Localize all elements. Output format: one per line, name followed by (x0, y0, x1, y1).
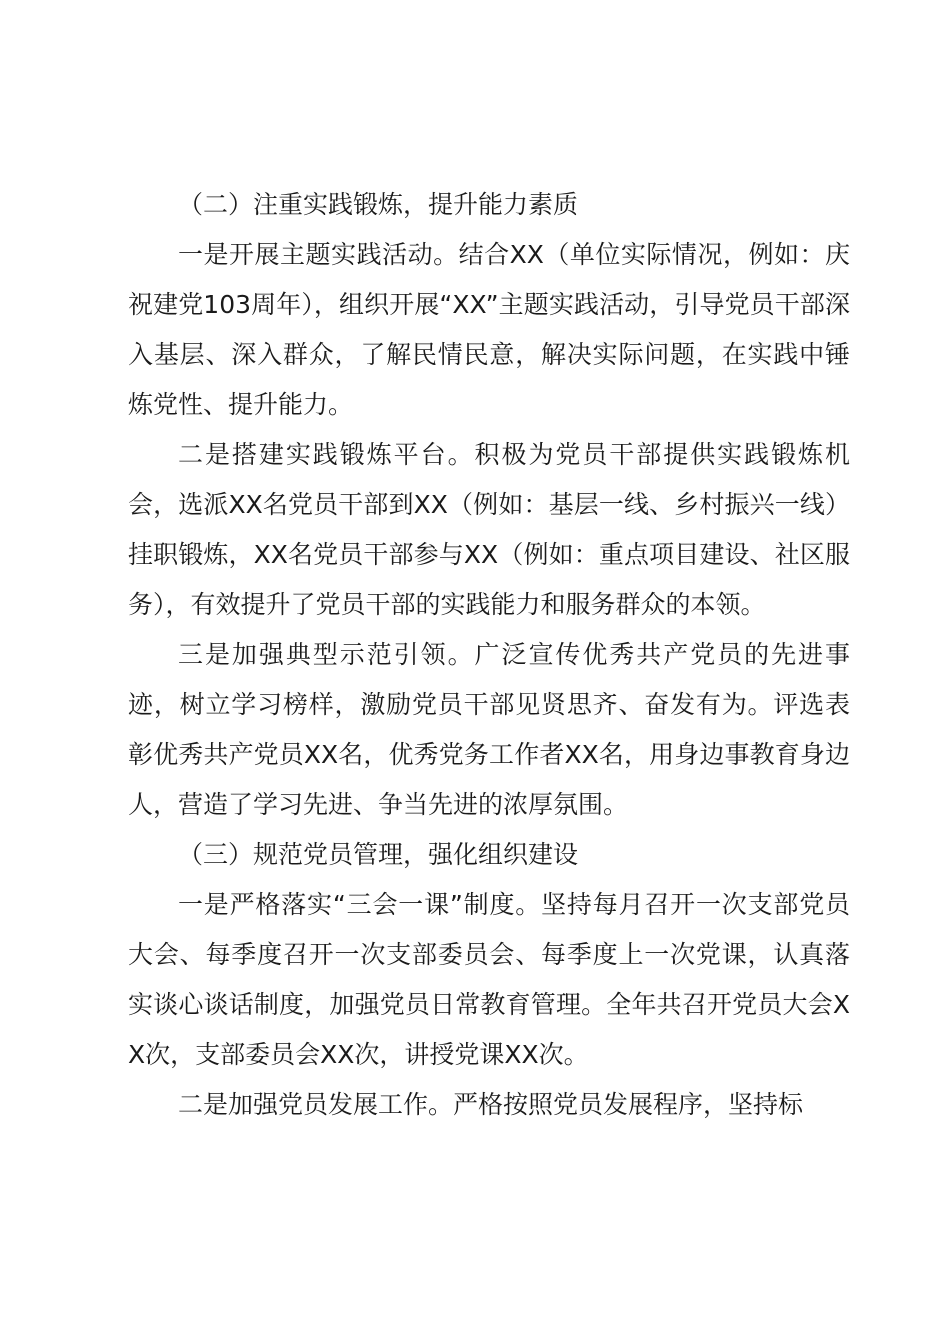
section-heading-2: （二）注重实践锻炼，提升能力素质 (178, 190, 579, 219)
document-body (128, 180, 850, 1130)
paragraph-model-leadership: 三是加强典型示范引领。广泛宣传优秀共产党员的先进事迹，树立学习榜样，激励党员干部见贤思齐、奋发有为。评选表彰优秀共产党员XX名，优秀党务工作者XX名，用身边事教育身边人，营造了学习先进、争当先进的浓厚氛围。 (128, 640, 850, 819)
section-heading-3: （三）规范党员管理，强化组织建设 (178, 840, 579, 869)
paragraph-member-development: 二是加强党员发展工作。严格按照党员发展程序，坚持标 (178, 1090, 804, 1119)
paragraph-three-meetings: 一是严格落实“三会一课”制度。坚持每月召开一次支部党员大会、每季度召开一次支部委员会、每季度上一次党课，认真落实谈心谈话制度，加强党员日常教育管理。全年共召开党员大会XX次，支部委员会XX次，讲授党课XX次。 (128, 890, 850, 1069)
paragraph-practice-platform: 二是搭建实践锻炼平台。积极为党员干部提供实践锻炼机会，选派XX名党员干部到XX（例如：基层一线、乡村振兴一线）挂职锻炼，XX名党员干部参与XX（例如：重点项目建设、社区服务），有效提升了党员干部的实践能力和服务群众的本领。 (128, 440, 850, 619)
paragraph-practice-activities: 一是开展主题实践活动。结合XX（单位实际情况，例如：庆祝建党103周年），组织开展“XX”主题实践活动，引导党员干部深入基层、深入群众，了解民情民意，解决实际问题，在实践中锤炼党性、提升能力。 (128, 240, 850, 419)
